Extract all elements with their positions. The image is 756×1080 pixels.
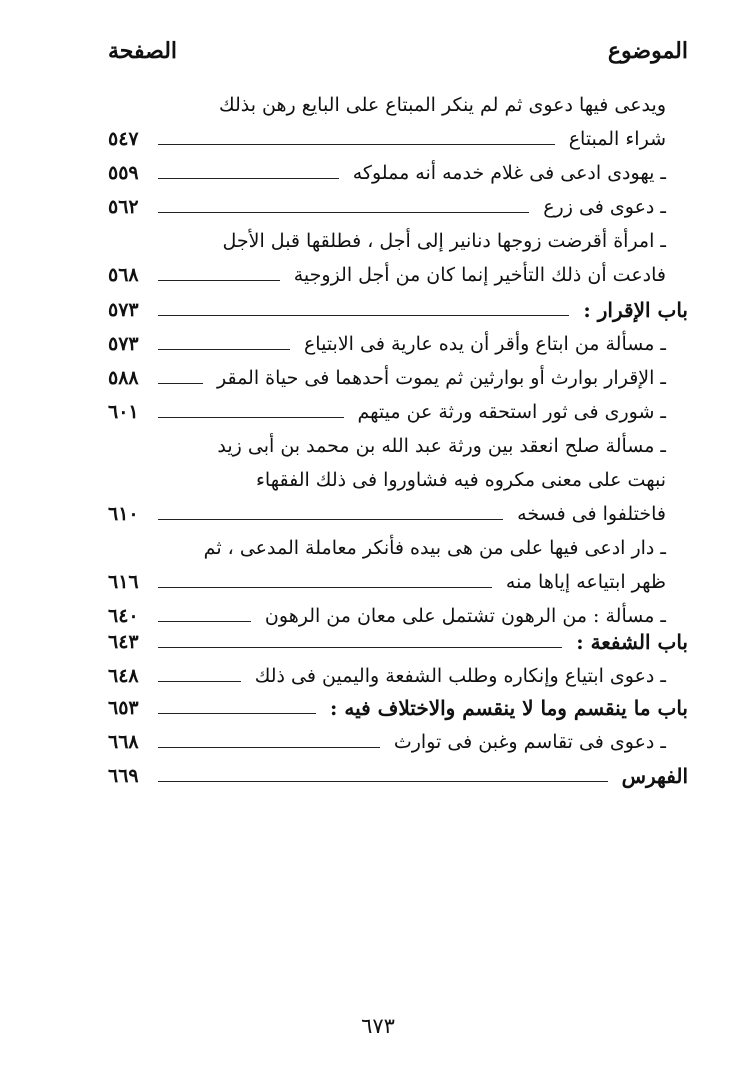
page-column-header: الصفحة	[108, 38, 178, 64]
leader-line	[158, 212, 529, 213]
topic-column-header: الموضوع	[607, 38, 688, 64]
toc-page-number: ٦٦٩	[108, 765, 139, 787]
leader-line	[158, 747, 380, 748]
toc-entry-text: ـ مسألة صلح انعقد بين ورثة عبد الله بن محمد بن أبى زيد	[217, 435, 666, 457]
toc-heading-text: باب ما ينقسم وما لا ينقسم والاختلاف فيه :	[330, 696, 688, 720]
toc-entry-text: ـ مسألة : من الرهون تشتمل على معان من الرهون	[264, 605, 666, 627]
leader-line	[158, 144, 555, 145]
toc-section-heading	[108, 291, 688, 325]
toc-entry	[108, 86, 688, 120]
toc-heading-text: باب الإقرار :	[583, 298, 688, 322]
toc-section-heading	[108, 757, 688, 791]
toc-entry-text: ـ دار ادعى فيها على من هى بيده فأنكر معاملة المدعى ، ثم	[203, 537, 666, 559]
toc-page-number: ٦٤٣	[108, 631, 139, 653]
leader-line	[158, 587, 492, 588]
toc-page-number: ٦٥٣	[108, 697, 139, 719]
toc-heading-text: باب الشفعة :	[576, 630, 688, 654]
toc-entry	[108, 529, 688, 563]
toc-page-number: ٦٠١	[108, 401, 139, 423]
toc-entry-text: فادعت أن ذلك التأخير إنما كان من أجل الزوجية	[293, 264, 666, 286]
toc-entry	[108, 427, 688, 461]
toc-entry	[108, 120, 688, 154]
leader-line	[158, 713, 316, 714]
toc-entry	[108, 723, 688, 757]
leader-line	[158, 621, 251, 622]
toc-entry	[108, 188, 688, 222]
toc-entry-text: فاختلفوا فى فسخه	[517, 503, 666, 525]
toc-page-number: ٦١٦	[108, 571, 139, 593]
toc-page-number: ٦١٠	[108, 503, 139, 525]
toc-heading-text: الفهرس	[621, 764, 688, 788]
leader-line	[158, 280, 280, 281]
toc-section-heading	[108, 623, 688, 657]
leader-line	[158, 178, 339, 179]
toc-entry-text: ـ مسألة من ابتاع وأقر أن يده عارية فى الابتياع	[303, 333, 666, 355]
toc-entry-text: ـ امرأة أقرضت زوجها دنانير إلى أجل ، فطلقها قبل الأجل	[222, 230, 666, 252]
toc-entry	[108, 393, 688, 427]
toc-entry	[108, 325, 688, 359]
toc-page-number: ٥٦٢	[108, 196, 139, 218]
toc-entry	[108, 359, 688, 393]
toc-entry	[108, 461, 688, 495]
toc-page-number: ٦٤٠	[108, 605, 139, 627]
toc-entry	[108, 256, 688, 290]
leader-line	[158, 417, 344, 418]
toc-entry	[108, 495, 688, 529]
toc-page-number: ٥٦٨	[108, 264, 139, 286]
toc-page-number: ٥٤٧	[108, 128, 139, 150]
toc-page-number: ٥٧٣	[108, 299, 139, 321]
toc-entry-text: ـ دعوى فى تقاسم وغبن فى توارث	[393, 731, 666, 753]
leader-line	[158, 349, 290, 350]
toc-page-number: ٥٧٣	[108, 333, 139, 355]
toc-entry-text: ظهر ابتياعه إياها منه	[505, 571, 666, 593]
toc-page-number: ٥٨٨	[108, 367, 139, 389]
toc-entry-text: ويدعى فيها دعوى ثم لم ينكر المبتاع على البايع رهن بذلك	[218, 94, 666, 116]
leader-line	[158, 315, 569, 316]
leader-line	[158, 781, 608, 782]
leader-line	[158, 681, 241, 682]
leader-line	[158, 647, 562, 648]
leader-line	[158, 519, 503, 520]
toc-entry-text: ـ شورى فى ثور استحقه ورثة عن ميتهم	[357, 401, 666, 423]
toc-page-number: ٥٥٩	[108, 162, 139, 184]
toc-page-number: ٦٦٨	[108, 731, 139, 753]
toc-entry	[108, 222, 688, 256]
toc-entry-text: نبهت على معنى مكروه فيه فشاوروا فى ذلك الفقهاء	[256, 469, 666, 491]
toc-entry	[108, 563, 688, 597]
leader-line	[158, 383, 203, 384]
toc-entry	[108, 154, 688, 188]
toc-entry-text: شراء المبتاع	[568, 128, 666, 150]
toc-entry-text: ـ الإقرار بوارث أو بوارثين ثم يموت أحدهما فى حياة المقر	[216, 367, 666, 389]
toc-entry-text: ـ دعوى ابتياع وإنكاره وطلب الشفعة واليمين فى ذلك	[254, 665, 666, 687]
toc-entry	[108, 657, 688, 691]
toc-page-number: ٦٤٨	[108, 665, 139, 687]
page-number-footer: ٦٧٣	[361, 1014, 395, 1038]
toc-entry-text: ـ يهودى ادعى فى غلام خدمه أنه مملوكه	[352, 162, 666, 184]
toc-entry-text: ـ دعوى فى زرع	[543, 196, 666, 218]
toc-section-heading	[108, 689, 688, 723]
